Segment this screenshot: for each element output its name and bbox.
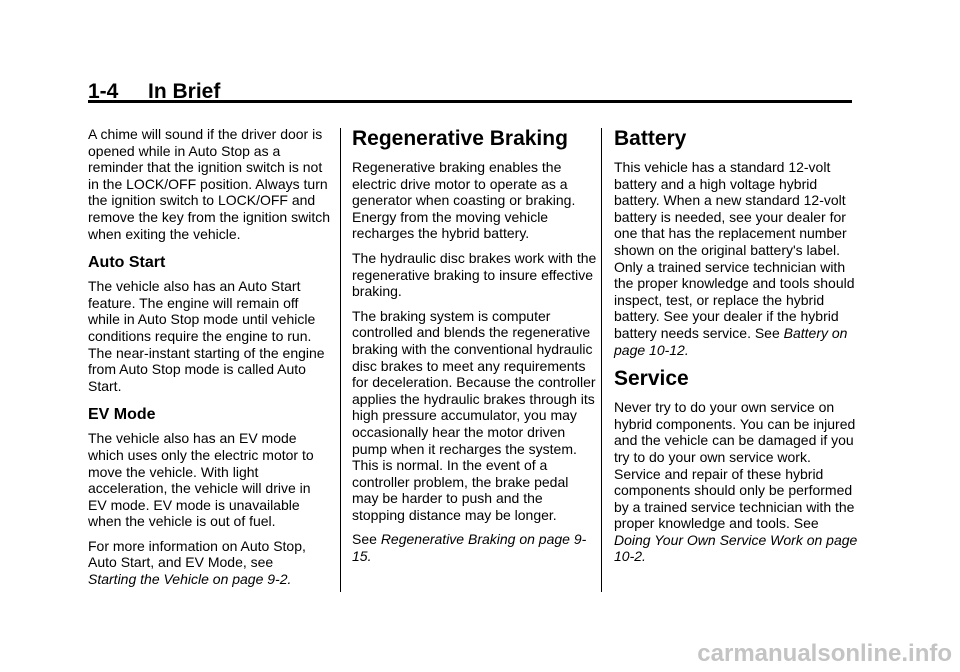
regen-braking-link[interactable]: Regenerative Braking on page 9-15. xyxy=(352,531,587,565)
regen-see-paragraph xyxy=(352,531,597,564)
more-info-paragraph xyxy=(88,538,333,588)
battery-text: This vehicle has a standard 12-volt battery and a high voltage hybrid battery. When a new standard 12-volt battery is needed, see your dealer for one that has the replacement number shown on the original battery's label. Only a trained service technician with the proper knowledge and tools should inspect, test, or replace the hybrid battery. See your dealer if the hybrid battery needs service. See xyxy=(614,159,855,341)
chime-paragraph: A chime will sound if the driver door is opened while in Auto Stop as a reminder that the ignition switch is not in the LOCK/OFF position. Always turn the ignition switch to LOCK/OFF and remove the key from the ignition switch when exiting the vehicle. xyxy=(88,126,330,242)
ev-mode-paragraph: The vehicle also has an EV mode which uses only the electric motor to move the vehicle. With light acceleration, the vehicle will drive in EV mode. EV mode is unavailable when the vehicle is out of fuel. xyxy=(88,430,314,530)
regen-paragraph-3: The braking system is computer controlled and blends the regenerative braking with the conventional hydraulic disc brakes to meet any requirements for deceleration. Because the controller applies the hydraulic brakes through its high pressure accumulator, you may occasionally hear the motor driven pump when it recharges the system. This is normal. In the event of a controller problem, the brake pedal may be harder to push and the stopping distance may be longer. xyxy=(352,307,596,523)
auto-start-paragraph: The vehicle also has an Auto Start feature. The engine will remain off while in Auto Stop mode until vehicle conditions require the engine to run. The near-instant starting of the engine from Auto Stop mode is called Auto Start. xyxy=(88,278,325,394)
service-heading: Service xyxy=(614,367,689,391)
doing-own-service-link[interactable]: Doing Your Own Service Work on page 10-2. xyxy=(614,531,858,565)
regen-paragraph-1: Regenerative braking enables the electric drive motor to operate as a generator when coasting or braking. Energy from the moving vehicle recharges the hybrid battery. xyxy=(352,159,576,242)
watermark: carmanualsonline.info xyxy=(697,640,952,667)
service-text: Never try to do your own service on hybrid components. You can be injured and the vehicle can be damaged if you try to do your own service work. Service and repair of these hybrid components should only be performed by a trained service technician with the proper knowledge and tools. See xyxy=(614,399,856,532)
starting-vehicle-link[interactable]: Starting the Vehicle on page 9-2. xyxy=(88,571,292,588)
more-info-text: For more information on Auto Stop, Auto Start, and EV Mode, see xyxy=(88,537,306,571)
see-text: See xyxy=(352,531,377,548)
regenerative-braking-heading: Regenerative Braking xyxy=(352,127,568,150)
ev-mode-heading: EV Mode xyxy=(88,406,156,424)
column-right xyxy=(614,126,859,573)
page-number: 1-4 xyxy=(88,80,119,103)
auto-start-heading: Auto Start xyxy=(88,254,166,272)
regen-paragraph-2: The hydraulic disc brakes work with the regenerative braking to insure effective braking. xyxy=(352,249,597,300)
service-paragraph xyxy=(614,399,859,565)
column-left xyxy=(88,126,333,596)
battery-heading: Battery xyxy=(614,127,687,150)
battery-link[interactable]: Battery on page 10-12. xyxy=(614,324,848,358)
column-middle xyxy=(352,126,597,573)
column-divider-2 xyxy=(601,128,602,592)
header-rule xyxy=(88,100,852,103)
column-divider-1 xyxy=(340,128,341,592)
battery-paragraph xyxy=(614,159,859,358)
section-title: In Brief xyxy=(148,80,221,103)
